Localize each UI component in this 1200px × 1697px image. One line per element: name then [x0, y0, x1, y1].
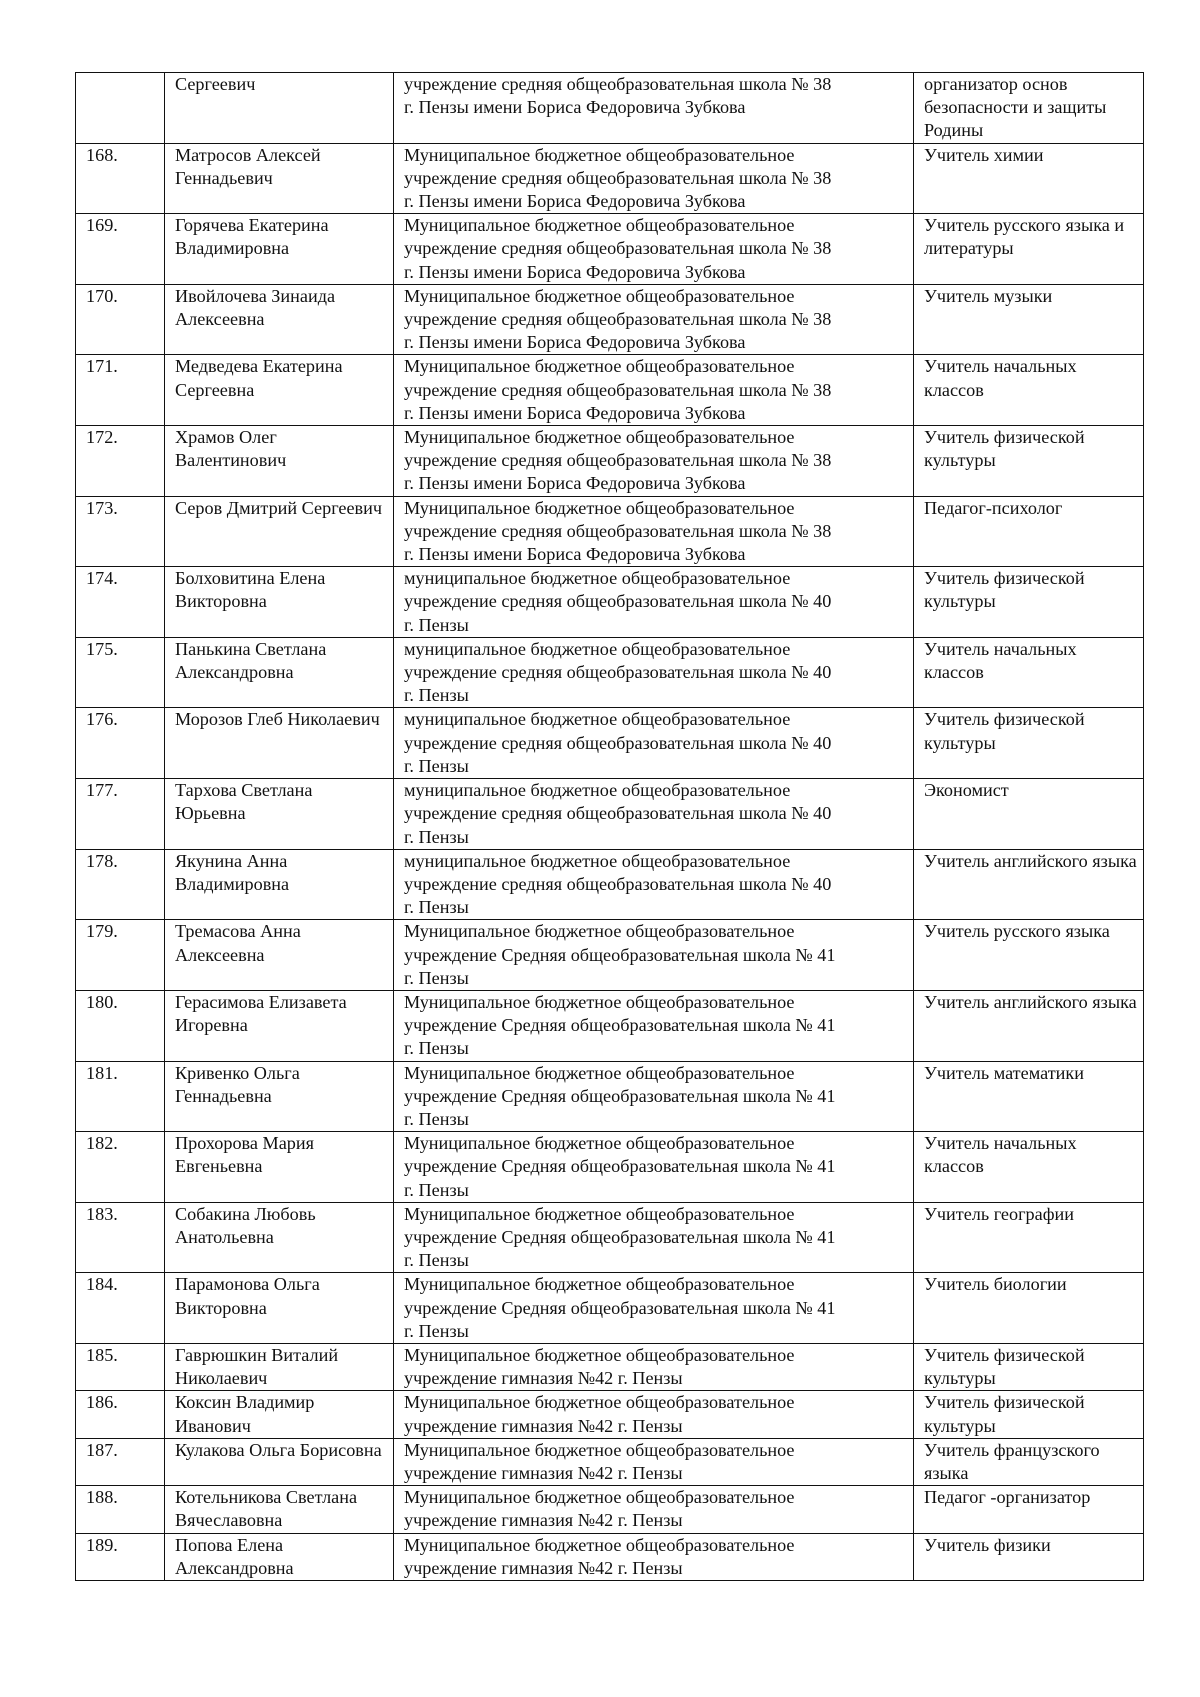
row-number: 180. — [76, 990, 165, 1061]
organization-line: Муниципальное бюджетное общеобразовательное — [404, 1133, 795, 1154]
person-name: Кулакова Ольга Борисовна — [165, 1438, 394, 1485]
organization — [394, 779, 914, 850]
organization-line: Муниципальное бюджетное общеобразовательное — [404, 1274, 795, 1295]
table-row — [76, 1343, 1144, 1390]
organization-line: муниципальное бюджетное общеобразовательное — [404, 850, 791, 871]
row-number: 184. — [76, 1273, 165, 1344]
organization-line: Муниципальное бюджетное общеобразовательное — [404, 1203, 795, 1224]
job-position: Учитель начальных классов — [914, 637, 1144, 708]
job-position: Учитель музыки — [914, 284, 1144, 355]
organization — [394, 1438, 914, 1485]
organization-line: г. Пензы — [404, 1038, 469, 1059]
organization-line: г. Пензы имени Бориса Федоровича Зубкова — [404, 332, 746, 353]
organization-line: учреждение гимназия №42 г. Пензы — [404, 1368, 683, 1389]
organization-line: учреждение средняя общеобразовательная школа № 40 — [404, 591, 832, 612]
organization — [394, 73, 914, 144]
organization — [394, 567, 914, 638]
organization-line: г. Пензы имени Бориса Федоровича Зубкова — [404, 473, 746, 494]
job-position: Экономист — [914, 779, 1144, 850]
organization-line: г. Пензы имени Бориса Федоровича Зубкова — [404, 544, 746, 565]
row-number — [76, 73, 165, 144]
organization-line: учреждение Средняя общеобразовательная школа № 41 — [404, 1015, 836, 1036]
organization-line: Муниципальное бюджетное общеобразовательное — [404, 1439, 795, 1460]
organization-line: Муниципальное бюджетное общеобразовательное — [404, 497, 795, 518]
organization-line: муниципальное бюджетное общеобразовательное — [404, 780, 791, 801]
organization-line: г. Пензы имени Бориса Федоровича Зубкова — [404, 261, 746, 282]
row-number: 183. — [76, 1202, 165, 1273]
organization — [394, 426, 914, 497]
organization-line: г. Пензы — [404, 614, 469, 635]
row-number: 187. — [76, 1438, 165, 1485]
table-row — [76, 567, 1144, 638]
organization-line: Муниципальное бюджетное общеобразовательное — [404, 427, 795, 448]
person-name: Матросов Алексей Геннадьевич — [165, 143, 394, 214]
organization-line: Муниципальное бюджетное общеобразовательное — [404, 1344, 795, 1365]
job-position: Учитель физической культуры — [914, 708, 1144, 779]
row-number: 179. — [76, 920, 165, 991]
person-name: Болховитина Елена Викторовна — [165, 567, 394, 638]
organization-line: г. Пензы — [404, 1179, 469, 1200]
table-row — [76, 1486, 1144, 1533]
organization-line: учреждение средняя общеобразовательная школа № 38 — [404, 450, 832, 471]
row-number: 176. — [76, 708, 165, 779]
row-number: 173. — [76, 496, 165, 567]
table-row — [76, 1202, 1144, 1273]
organization — [394, 637, 914, 708]
job-position: Учитель физической культуры — [914, 426, 1144, 497]
row-number: 178. — [76, 849, 165, 920]
job-position: Учитель русского языка — [914, 920, 1144, 991]
table-row — [76, 143, 1144, 214]
organization-line: Муниципальное бюджетное общеобразовательное — [404, 285, 795, 306]
organization-line: Муниципальное бюджетное общеобразовательное — [404, 1534, 795, 1555]
row-number: 171. — [76, 355, 165, 426]
organization — [394, 1486, 914, 1533]
row-number: 189. — [76, 1533, 165, 1580]
organization-line: учреждение Средняя общеобразовательная школа № 41 — [404, 1156, 836, 1177]
row-number: 181. — [76, 1061, 165, 1132]
job-position: Учитель английского языка — [914, 849, 1144, 920]
organization — [394, 708, 914, 779]
organization-line: г. Пензы — [404, 1250, 469, 1271]
row-number: 168. — [76, 143, 165, 214]
person-name: Коксин Владимир Иванович — [165, 1391, 394, 1438]
job-position: Педагог-психолог — [914, 496, 1144, 567]
organization-line: Муниципальное бюджетное общеобразовательное — [404, 356, 795, 377]
job-position: Учитель физической культуры — [914, 1391, 1144, 1438]
organization-line: учреждение средняя общеобразовательная школа № 38 — [404, 74, 832, 94]
organization — [394, 143, 914, 214]
table-row — [76, 990, 1144, 1061]
table-row — [76, 214, 1144, 285]
job-position: Учитель химии — [914, 143, 1144, 214]
organization-line: г. Пензы имени Бориса Федоровича Зубкова — [404, 402, 746, 423]
organization-line: г. Пензы — [404, 755, 469, 776]
job-position: Учитель физической культуры — [914, 567, 1144, 638]
organization — [394, 849, 914, 920]
organization-line: г. Пензы имени Бориса Федоровича Зубкова — [404, 97, 746, 118]
person-name: Герасимова Елизавета Игоревна — [165, 990, 394, 1061]
person-name: Прохорова Мария Евгеньевна — [165, 1132, 394, 1203]
organization-line: г. Пензы — [404, 826, 469, 847]
person-name: Попова Елена Александровна — [165, 1533, 394, 1580]
organization — [394, 1343, 914, 1390]
organization-line: учреждение гимназия №42 г. Пензы — [404, 1557, 683, 1578]
row-number: 186. — [76, 1391, 165, 1438]
organization — [394, 1132, 914, 1203]
organization-line: Муниципальное бюджетное общеобразовательное — [404, 921, 795, 942]
row-number: 175. — [76, 637, 165, 708]
person-name: Гаврюшкин Виталий Николаевич — [165, 1343, 394, 1390]
organization — [394, 1391, 914, 1438]
organization — [394, 214, 914, 285]
job-position: Учитель начальных классов — [914, 355, 1144, 426]
table-row — [76, 920, 1144, 991]
person-name: Морозов Глеб Николаевич — [165, 708, 394, 779]
table-row — [76, 73, 1144, 144]
person-name: Тремасова Анна Алексеевна — [165, 920, 394, 991]
organization-line: учреждение средняя общеобразовательная школа № 38 — [404, 309, 832, 330]
organization-line: учреждение гимназия №42 г. Пензы — [404, 1510, 683, 1531]
job-position: Учитель английского языка — [914, 990, 1144, 1061]
organization-line: учреждение средняя общеобразовательная школа № 40 — [404, 873, 832, 894]
organization — [394, 920, 914, 991]
organization-line: г. Пензы — [404, 1320, 469, 1341]
row-number: 182. — [76, 1132, 165, 1203]
organization-line: учреждение средняя общеобразовательная школа № 38 — [404, 238, 832, 259]
organization-line: г. Пензы имени Бориса Федоровича Зубкова — [404, 191, 746, 212]
person-name: Горячева Екатерина Владимировна — [165, 214, 394, 285]
job-position: Учитель физической культуры — [914, 1343, 1144, 1390]
person-name: Храмов Олег Валентинович — [165, 426, 394, 497]
organization-line: г. Пензы — [404, 967, 469, 988]
organization — [394, 284, 914, 355]
table-row — [76, 1132, 1144, 1203]
organization-line: Муниципальное бюджетное общеобразовательное — [404, 1062, 795, 1083]
row-number: 169. — [76, 214, 165, 285]
organization-line: г. Пензы — [404, 685, 469, 706]
organization — [394, 496, 914, 567]
organization-line: учреждение средняя общеобразовательная школа № 40 — [404, 732, 832, 753]
organization-line: учреждение гимназия №42 г. Пензы — [404, 1415, 683, 1436]
person-name: Парамонова Ольга Викторовна — [165, 1273, 394, 1344]
organization-line: учреждение гимназия №42 г. Пензы — [404, 1462, 683, 1483]
organization — [394, 1533, 914, 1580]
person-name: Серов Дмитрий Сергеевич — [165, 496, 394, 567]
table-row — [76, 284, 1144, 355]
organization-line: муниципальное бюджетное общеобразовательное — [404, 709, 791, 730]
table-row — [76, 1273, 1144, 1344]
row-number: 177. — [76, 779, 165, 850]
organization-line: учреждение Средняя общеобразовательная школа № 41 — [404, 1297, 836, 1318]
person-name: Котельникова Светлана Вячеславовна — [165, 1486, 394, 1533]
organization-line: учреждение Средняя общеобразовательная школа № 41 — [404, 1226, 836, 1247]
organization — [394, 990, 914, 1061]
organization-line: г. Пензы — [404, 897, 469, 918]
person-name: Сергеевич — [165, 73, 394, 144]
person-name: Собакина Любовь Анатольевна — [165, 1202, 394, 1273]
row-number: 185. — [76, 1343, 165, 1390]
person-name: Ивойлочева Зинаида Алексеевна — [165, 284, 394, 355]
organization-line: Муниципальное бюджетное общеобразовательное — [404, 1392, 795, 1413]
job-position: Педагог -организатор — [914, 1486, 1144, 1533]
organization-line: г. Пензы — [404, 1108, 469, 1129]
organization — [394, 1273, 914, 1344]
job-position: Учитель начальных классов — [914, 1132, 1144, 1203]
table-row — [76, 1391, 1144, 1438]
organization — [394, 1202, 914, 1273]
row-number: 188. — [76, 1486, 165, 1533]
organization-line: учреждение средняя общеобразовательная школа № 40 — [404, 662, 832, 683]
table-row — [76, 1061, 1144, 1132]
job-position: Учитель русского языка и литературы — [914, 214, 1144, 285]
person-name: Тархова Светлана Юрьевна — [165, 779, 394, 850]
staff-table — [75, 72, 1144, 1581]
organization — [394, 1061, 914, 1132]
table-row — [76, 426, 1144, 497]
organization-line: учреждение средняя общеобразовательная школа № 38 — [404, 520, 832, 541]
row-number: 172. — [76, 426, 165, 497]
organization-line: Муниципальное бюджетное общеобразовательное — [404, 991, 795, 1012]
organization-line: учреждение Средняя общеобразовательная школа № 41 — [404, 944, 836, 965]
table-row — [76, 779, 1144, 850]
table-body — [76, 73, 1144, 1581]
organization-line: Муниципальное бюджетное общеобразовательное — [404, 215, 795, 236]
organization-line: муниципальное бюджетное общеобразовательное — [404, 568, 791, 589]
organization-line: учреждение средняя общеобразовательная школа № 38 — [404, 167, 832, 188]
person-name: Кривенко Ольга Геннадьевна — [165, 1061, 394, 1132]
job-position: Учитель биологии — [914, 1273, 1144, 1344]
organization-line: Муниципальное бюджетное общеобразовательное — [404, 1487, 795, 1508]
organization-line: Муниципальное бюджетное общеобразовательное — [404, 144, 795, 165]
person-name: Панькина Светлана Александровна — [165, 637, 394, 708]
job-position: Учитель французского языка — [914, 1438, 1144, 1485]
table-row — [76, 849, 1144, 920]
organization-line: учреждение средняя общеобразовательная школа № 38 — [404, 379, 832, 400]
organization — [394, 355, 914, 426]
person-name: Якунина Анна Владимировна — [165, 849, 394, 920]
person-name: Медведева Екатерина Сергеевна — [165, 355, 394, 426]
job-position: Учитель географии — [914, 1202, 1144, 1273]
table-row — [76, 708, 1144, 779]
table-row — [76, 1533, 1144, 1580]
table-row — [76, 355, 1144, 426]
job-position: Учитель математики — [914, 1061, 1144, 1132]
row-number: 170. — [76, 284, 165, 355]
organization-line: учреждение средняя общеобразовательная школа № 40 — [404, 803, 832, 824]
organization-line: муниципальное бюджетное общеобразовательное — [404, 638, 791, 659]
table-row — [76, 496, 1144, 567]
table-row — [76, 637, 1144, 708]
job-position: Учитель физики — [914, 1533, 1144, 1580]
job-position: организатор основ безопасности и защиты Родины — [914, 73, 1144, 144]
organization-line: учреждение Средняя общеобразовательная школа № 41 — [404, 1085, 836, 1106]
table-row — [76, 1438, 1144, 1485]
row-number: 174. — [76, 567, 165, 638]
